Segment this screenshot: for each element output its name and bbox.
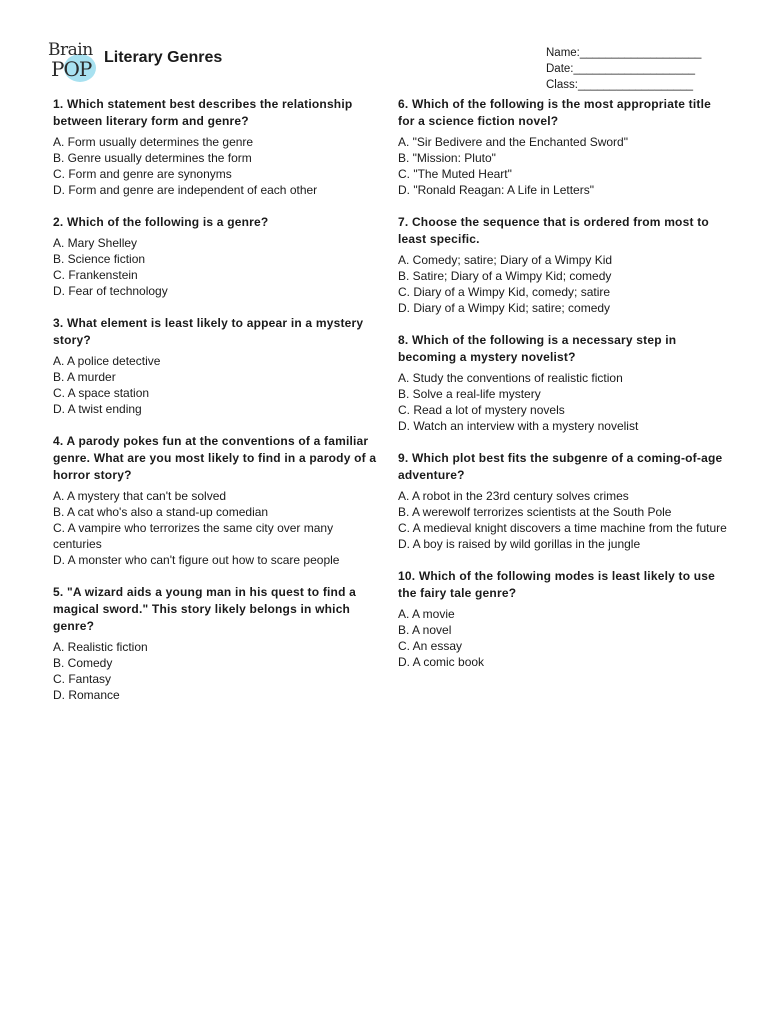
answer-option[interactable]: C. Fantasy (53, 672, 112, 686)
answer-option[interactable]: B. A cat who's also a stand-up comedian (53, 505, 269, 519)
answer-option[interactable]: D. Fear of technology (53, 284, 168, 298)
question-9 (398, 450, 728, 552)
logo-brain-text: Brain (48, 40, 93, 60)
answer-options (53, 353, 383, 417)
answer-options (398, 252, 728, 316)
right-column (398, 96, 728, 686)
question-8 (398, 332, 728, 434)
page-title: Literary Genres (104, 49, 223, 66)
answer-option[interactable]: B. A werewolf terrorizes scientists at the South Pole (398, 505, 672, 519)
question-3 (53, 315, 383, 417)
answer-option[interactable]: D. Watch an interview with a mystery novelist (398, 419, 639, 433)
answer-option[interactable]: A. A robot in the 23rd century solves crimes (398, 489, 629, 503)
brainpop-logo (48, 40, 96, 82)
question-text: 4. A parody pokes fun at the conventions of a familiar genre. What are you most likely to find in a parody of a horror story? (53, 434, 377, 482)
answer-option[interactable]: B. "Mission: Pluto" (398, 151, 496, 165)
answer-option[interactable]: D. Romance (53, 688, 120, 702)
answer-option[interactable]: B. Science fiction (53, 252, 146, 266)
question-text: 10. Which of the following modes is least likely to use the fairy tale genre? (398, 569, 716, 600)
answer-option[interactable]: A. "Sir Bedivere and the Enchanted Sword" (398, 135, 628, 149)
question-text: 7. Choose the sequence that is ordered from most to least specific. (398, 215, 709, 246)
question-7 (398, 214, 728, 316)
question-text: 1. Which statement best describes the relationship between literary form and genre? (53, 97, 353, 128)
answer-option[interactable]: B. Genre usually determines the form (53, 151, 252, 165)
question-text: 8. Which of the following is a necessary step in becoming a mystery novelist? (398, 333, 677, 364)
answer-options (53, 235, 383, 299)
logo-pop-text: POP (51, 57, 92, 81)
answer-option[interactable]: B. Comedy (53, 656, 113, 670)
answer-options (53, 134, 383, 198)
answer-options (398, 488, 728, 552)
question-4 (53, 433, 383, 568)
question-2 (53, 214, 383, 299)
question-text: 3. What element is least likely to appear in a mystery story? (53, 316, 364, 347)
answer-options (53, 639, 383, 703)
answer-option[interactable]: B. Satire; Diary of a Wimpy Kid; comedy (398, 269, 612, 283)
answer-option[interactable]: B. A murder (53, 370, 116, 384)
question-10 (398, 568, 728, 670)
answer-option[interactable]: A. Form usually determines the genre (53, 135, 254, 149)
answer-option[interactable]: A. A police detective (53, 354, 161, 368)
answer-option[interactable]: C. Form and genre are synonyms (53, 167, 232, 181)
answer-option[interactable]: D. A boy is raised by wild gorillas in the jungle (398, 537, 641, 551)
answer-option[interactable]: B. A novel (398, 623, 452, 637)
name-field[interactable]: Name:___________________ (546, 47, 702, 59)
student-info (546, 45, 701, 93)
answer-option[interactable]: C. A medieval knight discovers a time machine from the future (398, 521, 727, 535)
answer-option[interactable]: B. Solve a real-life mystery (398, 387, 541, 401)
answer-option[interactable]: C. Frankenstein (53, 268, 138, 282)
answer-option[interactable]: A. Comedy; satire; Diary of a Wimpy Kid (398, 253, 613, 267)
answer-option[interactable]: C. Read a lot of mystery novels (398, 403, 565, 417)
answer-option[interactable]: D. A comic book (398, 655, 485, 669)
answer-option[interactable]: A. Realistic fiction (53, 640, 148, 654)
question-text: 5. "A wizard aids a young man in his quest to find a magical sword." This story likely belongs in which genre? (53, 585, 357, 633)
answer-options (398, 606, 728, 670)
question-text: 6. Which of the following is the most appropriate title for a science fiction novel? (398, 97, 712, 128)
question-6 (398, 96, 728, 198)
answer-option[interactable]: A. Study the conventions of realistic fiction (398, 371, 623, 385)
class-field[interactable]: Class:__________________ (546, 79, 694, 91)
answer-option[interactable]: C. "The Muted Heart" (398, 167, 512, 181)
answer-option[interactable]: D. A twist ending (53, 402, 142, 416)
answer-option[interactable]: D. Diary of a Wimpy Kid; satire; comedy (398, 301, 611, 315)
answer-option[interactable]: C. A space station (53, 386, 150, 400)
left-column (53, 96, 383, 719)
answer-options (398, 134, 728, 198)
answer-options (53, 488, 383, 568)
answer-option[interactable]: C. Diary of a Wimpy Kid, comedy; satire (398, 285, 611, 299)
answer-option[interactable]: A. A mystery that can't be solved (53, 489, 227, 503)
question-text: 9. Which plot best fits the subgenre of a coming-of-age adventure? (398, 451, 723, 482)
answer-option[interactable]: A. Mary Shelley (53, 236, 138, 250)
answer-option[interactable]: D. "Ronald Reagan: A Life in Letters" (398, 183, 594, 197)
answer-option[interactable]: A. A movie (398, 607, 455, 621)
question-text: 2. Which of the following is a genre? (53, 215, 269, 229)
answer-options (398, 370, 728, 434)
answer-option[interactable]: C. An essay (398, 639, 463, 653)
answer-option[interactable]: D. Form and genre are independent of each other (53, 183, 318, 197)
question-5 (53, 584, 383, 703)
answer-option[interactable]: D. A monster who can't figure out how to scare people (53, 553, 340, 567)
date-field[interactable]: Date:___________________ (546, 63, 696, 75)
answer-option[interactable]: C. A vampire who terrorizes the same city over many centuries (53, 521, 334, 551)
question-1 (53, 96, 383, 198)
